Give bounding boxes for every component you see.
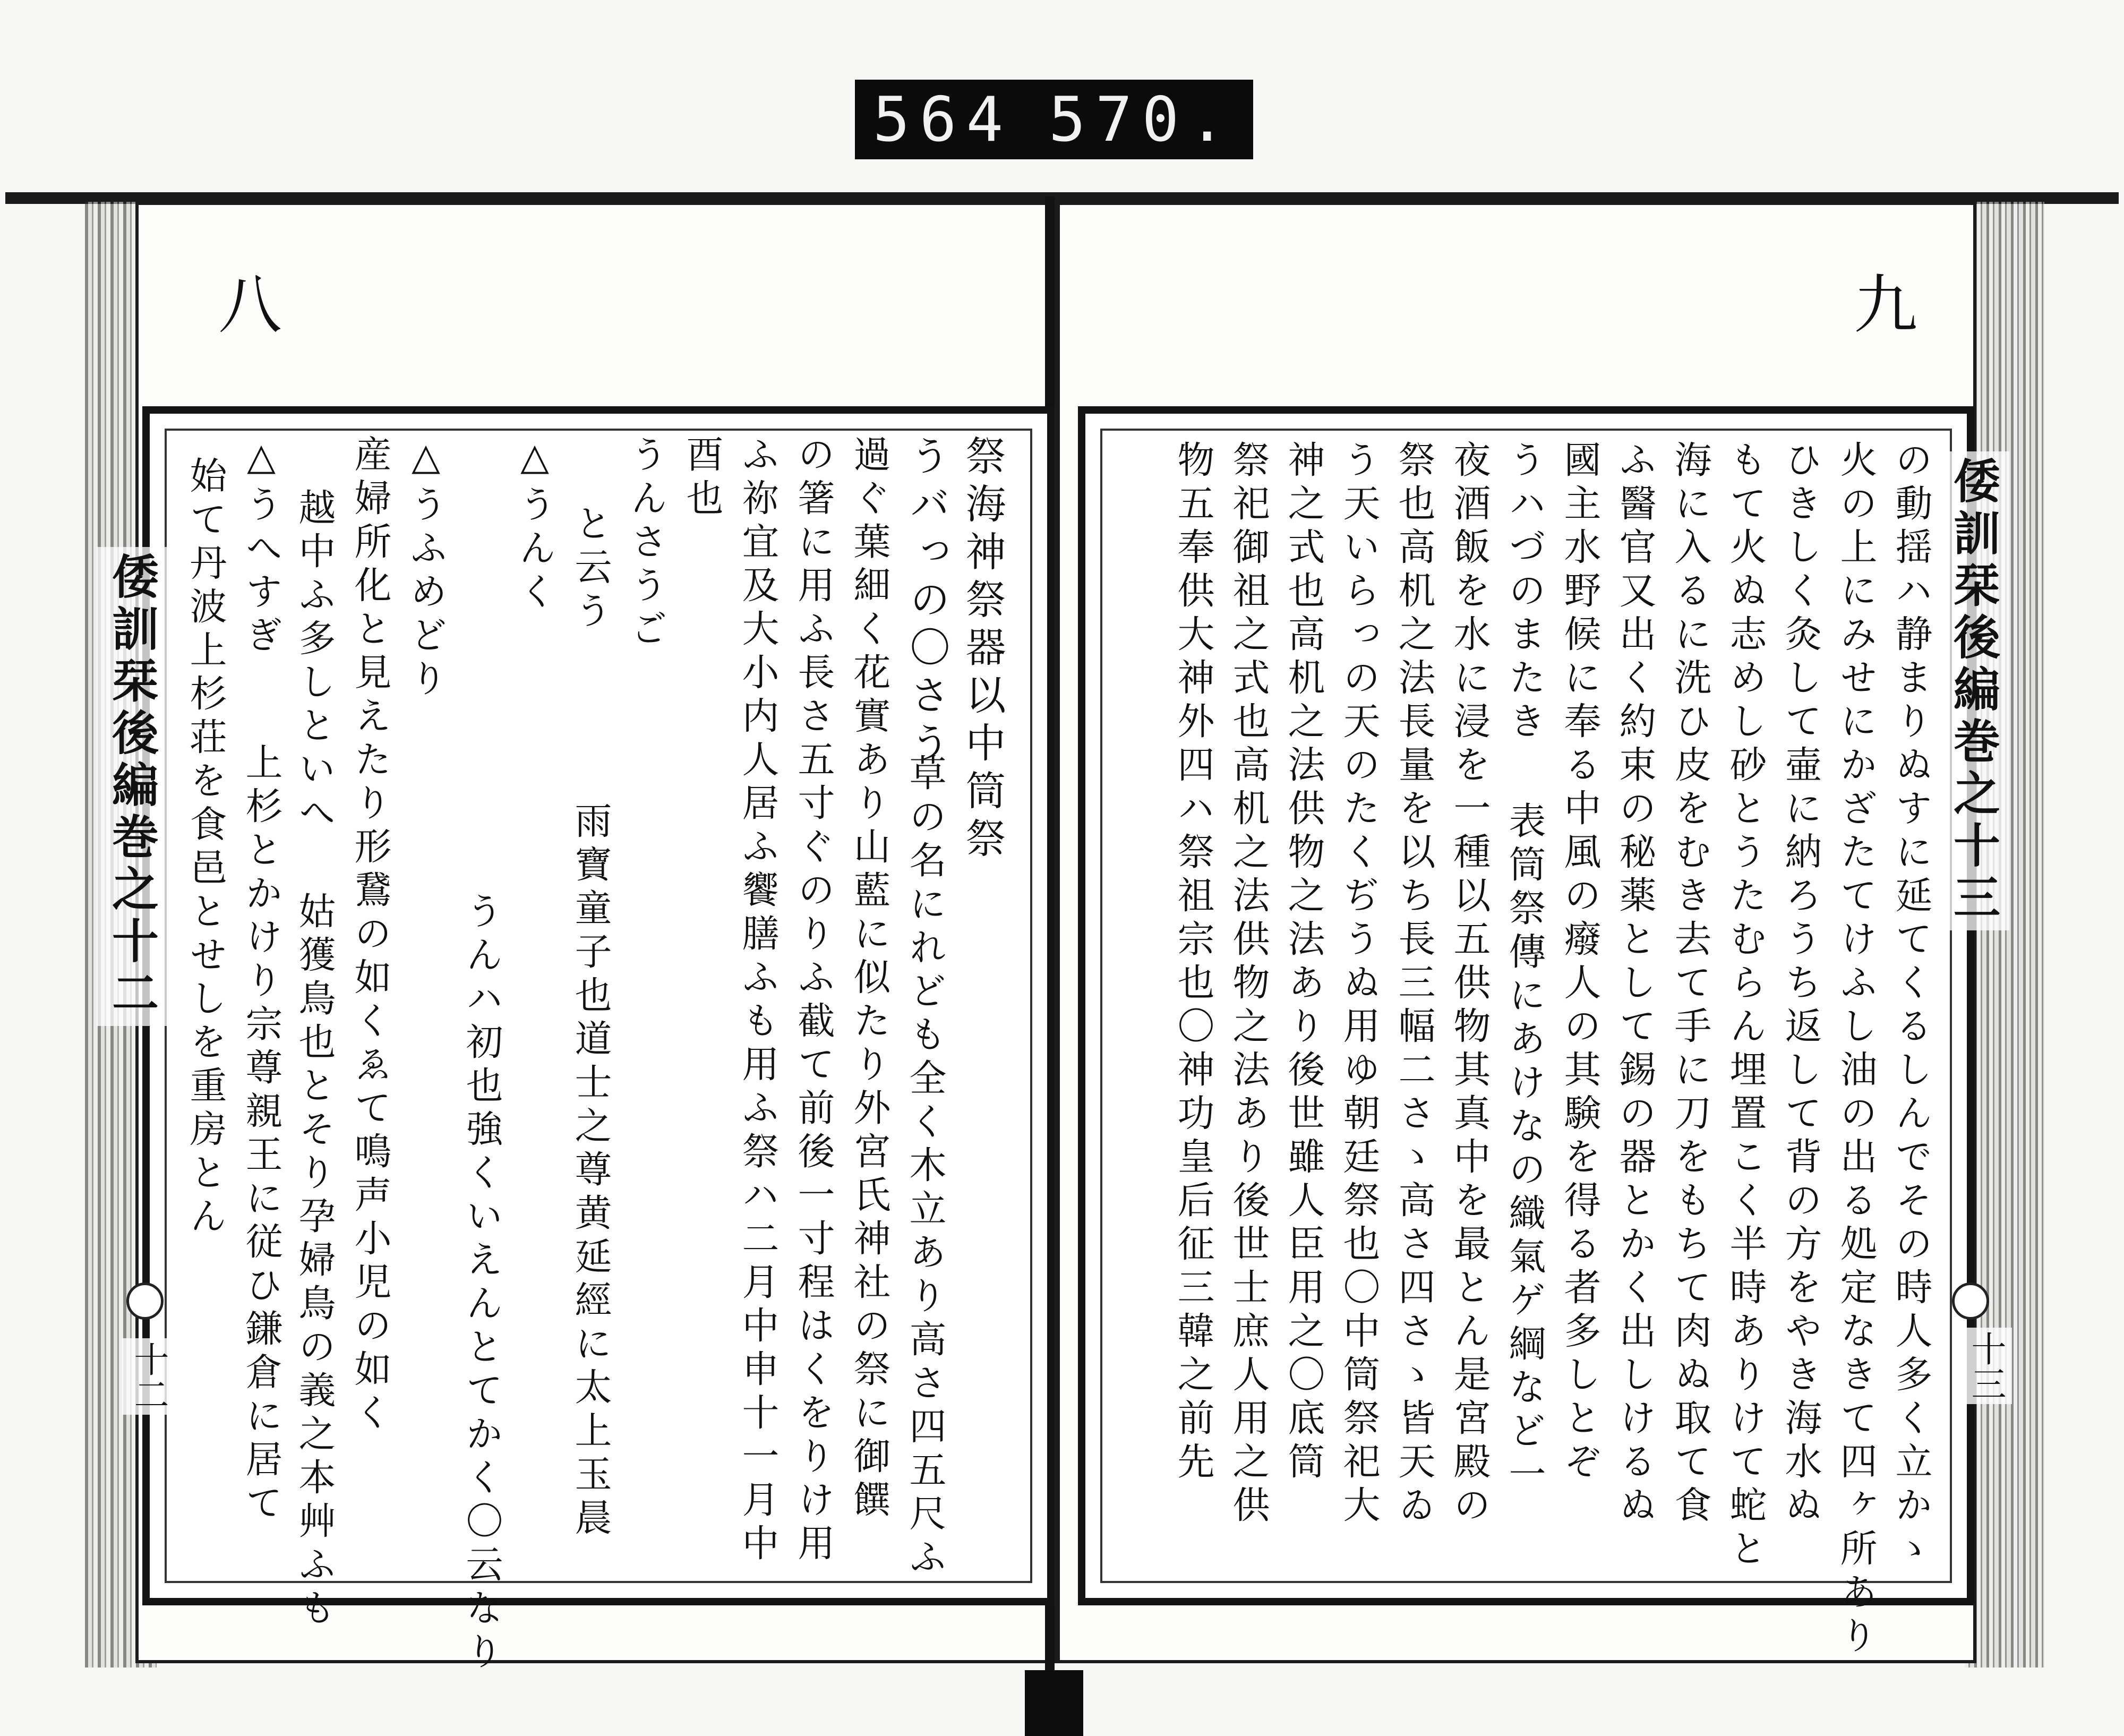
left-page-column: △うふめどり [404,435,448,703]
left-page-column: うバっの〇さう [903,435,950,769]
right-page-column: 祭也高机之法長量を以ち長三幅二さゝ高さ四さゝ皆天ゐ [1392,440,1436,1529]
right-page-column: 海に入るに洗ひ皮をむき去て手に刀をもちて肉ぬ取て食 [1668,440,1712,1529]
right-page-column: 神之式也高机之法供物之法あり後世雖人臣用之〇底筒 [1282,440,1325,1485]
left-page-column: △うんく [513,435,556,615]
left-page-column: うんハ初也強くいえんとてかく〇云なり [460,892,503,1675]
left-page-column: △うへすぎ [239,435,283,659]
right-page-column: 祭祀御祖之式也高机之法供物之法あり後世士庶人用之供 [1227,440,1270,1529]
left-page-column: 酉也 [680,435,724,522]
right-page-column: 夜酒飯を水に浸を一種以五供物其真中を最とん是宮殿の [1448,440,1491,1529]
left-page-column: ふ祢宜及大小内人居ふ饗膳ふも用ふ祭ハ二月中申十一月中 [736,435,780,1567]
edge-caption-right: 倭訓栞後編巻之十三 [1938,451,2009,930]
frame-number-right: 570. [1048,83,1236,156]
left-page-column: と云う [569,504,612,635]
left-page-column: 上杉とかけり宗尊親王に従ひ鎌倉に居て [239,743,283,1527]
left-page-column: 祭海神祭器以中筒祭 [959,435,1006,865]
folio-circle-left [126,1282,164,1320]
left-page-column: 草の名にれども全く木立あり高さ四五尺ふ [903,754,947,1581]
page-number-left: 八 [208,271,281,335]
left-page-column: 越中ふ多しといへ [293,488,336,836]
folio-circle-right [1952,1282,1989,1320]
left-page-column: 始て丹波上杉荘を食邑とせしを重房とん [184,456,227,1240]
right-page-column: う天いらっの天のたくぢうぬ用ゆ朝廷祭也〇中筒祭祀大 [1337,440,1381,1529]
book-edge-right [1965,202,2044,1667]
right-page-column: 火の上にみせにかざたてけふし油の出る処定なきて四ヶ所あり [1834,440,1878,1660]
right-page-column: ふ醫官又出く約束の秘薬として錫の器とかく出しけるぬ [1613,440,1657,1529]
frame-number-left: 564 [872,83,1013,156]
right-page-column: の動揺ハ静まりぬすに延てくるしんでその時人多く立かゝ [1889,440,1933,1572]
left-page-column: 産婦所化と見えたり形鵞の如くゑて鳴声小児の如く [348,435,392,1436]
left-page-column: 姑獲鳥也とそり孕婦鳥の義之本艸ふも [293,892,336,1632]
right-page-column: 表筒祭傳にあけなの織氣ゲ綱など一 [1503,801,1546,1498]
right-page-column: 國主水野候に奉る中風の癈人の其験を得る者多しとぞ [1558,440,1601,1485]
right-text-frame [1078,406,1974,1660]
left-page-column: 過ぐ葉細く花實あり山藍に似たり外宮氏神社の祭に御饌 [847,435,891,1524]
left-page-column: の箸に用ふ長さ五寸ぐのりふ截て前後一寸程はくをりけ用 [792,435,835,1567]
left-page-column: うんさうご [624,435,668,653]
edge-caption-left: 倭訓栞後編巻之十二 [97,547,168,1026]
right-page-column: もて火ぬ志めし砂とうたむらん埋置こく半時ありけて蛇と [1724,440,1767,1572]
right-page-column: うハづのまたき [1503,440,1546,745]
page-number-right: 九 [1843,271,1917,335]
left-page-column: 雨寶童子也道士之尊黄延經に太上玉晨 [569,801,612,1542]
folio-left: 十二 [122,1338,175,1415]
right-page-column: ひきしく灸して壷に納ろうち返して背の方をやき海水ぬ [1779,440,1822,1529]
left-text-frame [142,406,1055,1675]
frame-number-label [855,80,1253,159]
spine-foot-mark [1025,1670,1083,1736]
folio-right: 十三 [1959,1328,2012,1404]
right-page-column: 物五奉供大神外四ハ祭祖宗也〇神功皇后征三韓之前先 [1171,440,1215,1485]
